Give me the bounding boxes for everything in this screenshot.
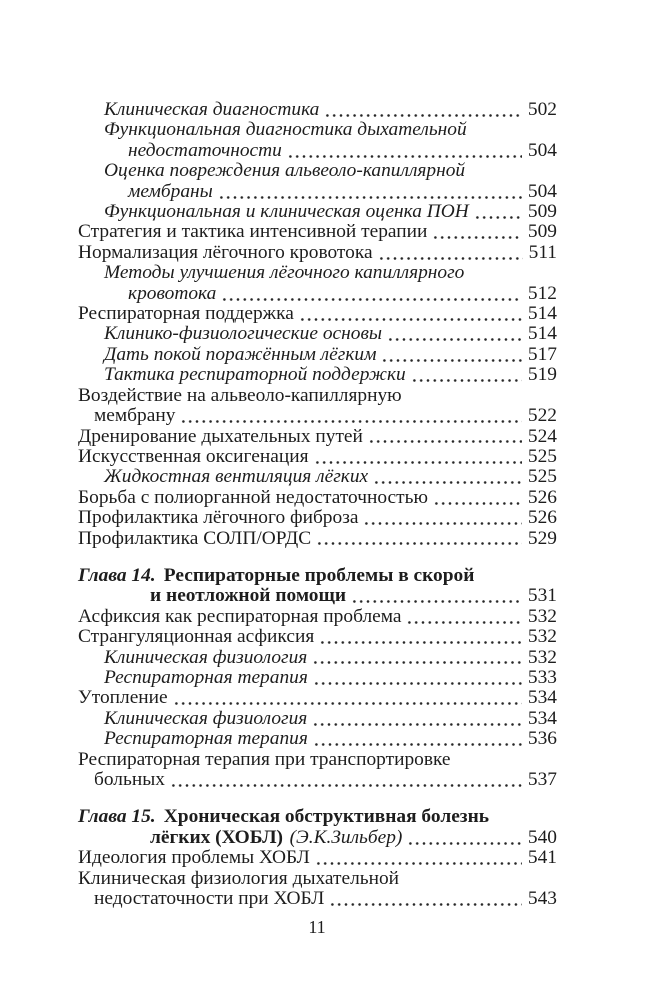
toc-entry-line [78, 263, 557, 283]
toc-page-number: 536 [527, 728, 557, 750]
toc-entry-continuation [78, 770, 557, 790]
dots-leader [316, 541, 522, 546]
toc-entry-line [78, 243, 557, 263]
toc-entry [78, 488, 557, 508]
toc-page-number: 526 [527, 486, 557, 508]
toc-entry [78, 365, 557, 385]
chapter-title-continuation: лёгких (ХОБЛ) [150, 826, 283, 848]
toc-entry [78, 750, 557, 791]
toc-chapter-continuation [78, 586, 557, 606]
toc-entry-line [78, 202, 557, 222]
toc-entry [78, 243, 557, 263]
toc-page-number: 511 [528, 241, 557, 263]
toc-page-number: 514 [527, 303, 557, 325]
toc-entry [78, 386, 557, 427]
toc-entry-title: Утопление [78, 687, 168, 709]
chapter-label: Глава 14. [78, 564, 156, 586]
dots-leader [313, 681, 522, 686]
toc-entry-line [78, 488, 557, 508]
toc-entry-title: Профилактика лёгочного фиброза [78, 507, 359, 529]
toc-chapter-continuation [78, 828, 557, 848]
toc-entry-title: Клиническая физиология [104, 646, 308, 668]
toc-entry-title: Функциональная диагностика дыхательной [104, 119, 467, 141]
toc-entry-line [78, 729, 557, 749]
dots-leader [368, 439, 522, 444]
toc-entry-line [78, 447, 557, 467]
toc-entry [78, 427, 557, 447]
toc-entry-title-continuation: недостаточности [128, 139, 282, 161]
toc-entry-line [78, 709, 557, 729]
chapter-title-continuation: и неотложной помощи [150, 585, 347, 607]
toc-entry-title: Функциональная и клиническая оценка ПОН [104, 201, 469, 223]
toc-entry-title: Жидкостная вентиляция лёгких [104, 466, 369, 488]
toc-entry-title: Искусственная оксигенация [78, 445, 309, 467]
toc-chapter-line [78, 566, 557, 586]
toc-page-number: 529 [527, 527, 557, 549]
toc-entry-title: Дренирование дыхательных путей [78, 425, 363, 447]
toc-page-number: 514 [527, 323, 557, 345]
toc-entry-line [78, 750, 557, 770]
toc-page-number: 537 [527, 769, 557, 790]
toc-page-number: 509 [527, 201, 557, 223]
toc-page-number: 519 [527, 364, 557, 386]
toc-entry-title: Клиническая физиология дыхательной [78, 867, 400, 889]
toc-entry [78, 566, 557, 607]
toc-entry-continuation [78, 182, 557, 202]
toc-entry [78, 161, 557, 202]
toc-page-number: 532 [527, 626, 557, 648]
chapter-title: Респираторные проблемы в скорой [163, 564, 475, 586]
dots-leader [324, 113, 522, 118]
toc-entry [78, 100, 557, 120]
toc-entry-line [78, 304, 557, 324]
toc-entry [78, 869, 557, 910]
toc-page-number: 543 [527, 888, 557, 910]
toc-entry [78, 627, 557, 647]
toc-page-number: 509 [527, 221, 557, 243]
toc-entry-title: Дать покой поражённым лёгким [104, 343, 377, 365]
toc-entry-title: Странгуляционная асфиксия [78, 626, 315, 648]
toc-entry-title: Нормализация лёгочного кровотока [78, 241, 373, 263]
toc-entry-line [78, 848, 557, 868]
toc-entry-title: Клинико-физиологические основы [104, 323, 383, 345]
toc-entry-line [78, 648, 557, 668]
dots-leader [363, 521, 521, 526]
dots-leader [312, 660, 522, 665]
toc-entry-title-continuation: больных [94, 769, 165, 790]
dots-leader [432, 235, 521, 240]
dots-leader [387, 337, 522, 342]
toc-page-number: 541 [527, 847, 557, 869]
toc-page-number: 532 [527, 646, 557, 668]
dots-leader [406, 620, 521, 625]
toc-page-number: 533 [527, 666, 557, 688]
dots-leader [474, 215, 522, 220]
toc-page-number: 502 [527, 99, 557, 120]
toc-entry-line [78, 100, 557, 120]
toc-entry [78, 222, 557, 242]
toc-entry [78, 648, 557, 668]
dots-leader [407, 841, 522, 846]
dots-leader [315, 861, 522, 866]
dots-leader [313, 742, 522, 747]
toc-entry [78, 529, 557, 549]
toc-page-number: 504 [527, 139, 557, 161]
toc-entry-line [78, 688, 557, 708]
toc-entry [78, 709, 557, 729]
toc-page-number: 534 [527, 687, 557, 709]
toc-entry-title: Идеология проблемы ХОБЛ [78, 847, 310, 869]
toc-entry-title: Респираторная терапия [104, 666, 308, 688]
chapter-label: Глава 15. [78, 806, 156, 828]
toc-entry-title: Воздействие на альвеоло-капиллярную [78, 384, 402, 406]
dots-leader [373, 480, 522, 485]
toc-entry-title: Асфиксия как респираторная проблема [78, 605, 402, 627]
toc-entry-continuation [78, 284, 557, 304]
toc-entry-title: Профилактика СОЛП/ОРДС [78, 527, 312, 549]
toc-page-number: 534 [527, 707, 557, 729]
toc-entry-line [78, 607, 557, 627]
page-footer-number: 11 [308, 917, 326, 937]
dots-leader [173, 701, 522, 706]
toc-page-number: 517 [527, 343, 557, 365]
toc-entry-title-continuation: кровотока [128, 282, 217, 304]
toc-page-number: 531 [527, 585, 557, 607]
dots-leader [170, 783, 522, 788]
toc-entry [78, 668, 557, 688]
dots-leader [381, 358, 521, 363]
toc-page-number: 526 [527, 507, 557, 529]
toc-page-number: 532 [527, 605, 557, 627]
toc-page-number: 504 [527, 180, 557, 202]
toc-entry-title: Респираторная терапия [104, 728, 308, 750]
toc-entry-line [78, 869, 557, 889]
dots-leader [180, 419, 522, 424]
toc-entry [78, 508, 557, 528]
toc-entry [78, 324, 557, 344]
toc-entry-title: Стратегия и тактика интенсивной терапии [78, 221, 428, 243]
toc-entry-title: Клиническая диагностика [104, 99, 320, 120]
toc-entry-line [78, 324, 557, 344]
dots-leader [287, 154, 522, 159]
toc-entry-title: Методы улучшения лёгочного капиллярного [104, 262, 465, 284]
toc-entry-title-continuation: недостаточности при ХОБЛ [94, 888, 325, 910]
toc-entry [78, 120, 557, 161]
toc-entry-line [78, 345, 557, 365]
toc-entry-title: Респираторная терапия при транспортировке [78, 748, 451, 770]
toc-entry-line [78, 386, 557, 406]
dots-leader [218, 195, 522, 200]
dots-leader [314, 460, 522, 465]
toc-entry-title: Оценка повреждения альвеоло-капиллярной [104, 160, 466, 182]
toc-entry [78, 607, 557, 627]
toc-entry [78, 848, 557, 868]
dots-leader [329, 902, 522, 907]
toc-entry [78, 263, 557, 304]
toc-entry-line [78, 467, 557, 487]
toc-entry-title: Борьба с полиорганной недостаточностью [78, 486, 428, 508]
toc-entry [78, 807, 557, 848]
toc-entry-continuation [78, 406, 557, 426]
toc-entry-continuation [78, 889, 557, 909]
toc-entry-line [78, 365, 557, 385]
toc-entry-title-continuation: мембраны [128, 180, 213, 202]
dots-leader [312, 722, 522, 727]
chapter-title: Хроническая обструктивная болезнь [163, 806, 490, 828]
toc-entry-line [78, 161, 557, 181]
toc-page-number: 540 [527, 826, 557, 848]
toc-entry-line [78, 427, 557, 447]
toc-page-number: 525 [527, 445, 557, 467]
toc-entry-line [78, 508, 557, 528]
dots-leader [378, 256, 523, 261]
chapter-author: (Э.К.Зильбер) [289, 826, 403, 848]
toc-entry [78, 729, 557, 749]
toc-page-number: 524 [527, 425, 557, 447]
toc-entry-title: Респираторная поддержка [78, 303, 294, 325]
toc-entry [78, 447, 557, 467]
toc-entry [78, 467, 557, 487]
toc-entry-line [78, 529, 557, 549]
dots-leader [411, 378, 522, 383]
toc-entry-line [78, 120, 557, 140]
dots-leader [433, 501, 522, 506]
toc-entry-title: Тактика респираторной поддержки [104, 364, 406, 386]
dots-leader [319, 640, 522, 645]
table-of-contents [78, 100, 557, 909]
toc-entry-line [78, 668, 557, 688]
toc-entry-title-continuation: мембрану [94, 405, 176, 427]
toc-entry-continuation [78, 141, 557, 161]
toc-entry [78, 688, 557, 708]
toc-page-number: 525 [527, 466, 557, 488]
dots-leader [221, 297, 522, 302]
toc-entry-title: Клиническая физиология [104, 707, 308, 729]
dots-leader [351, 599, 522, 604]
toc-entry-line [78, 627, 557, 647]
toc-entry-line [78, 222, 557, 242]
toc-page-number: 512 [527, 282, 557, 304]
toc-page-number: 522 [527, 405, 557, 427]
toc-chapter-line [78, 807, 557, 827]
dots-leader [299, 317, 522, 322]
toc-entry [78, 202, 557, 222]
toc-entry [78, 345, 557, 365]
toc-entry [78, 304, 557, 324]
